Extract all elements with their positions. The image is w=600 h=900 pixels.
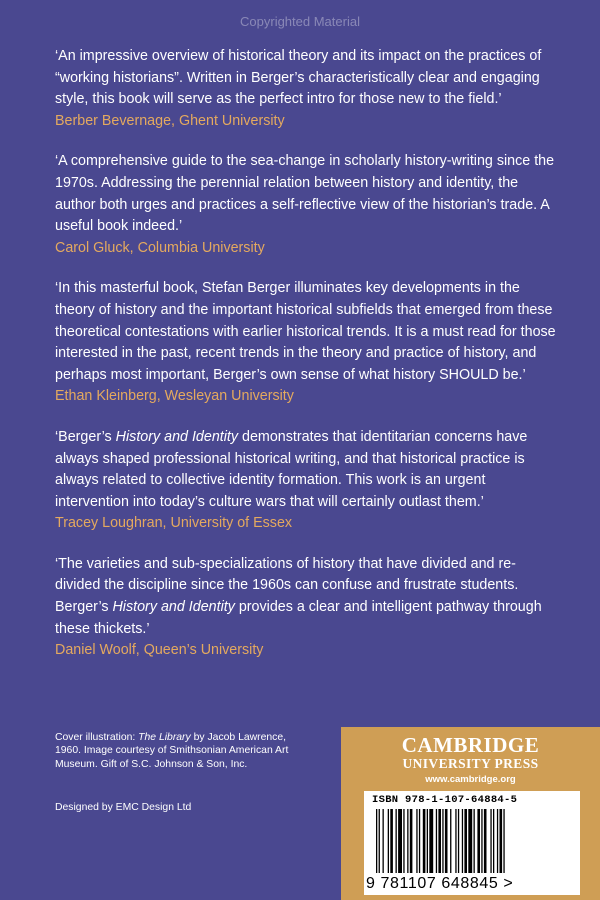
endorsement-4: [55, 427, 560, 535]
artwork-title: The Library: [138, 732, 191, 743]
endorsement-attribution: Daniel Woolf, Queen’s University: [55, 642, 264, 659]
endorsement-attribution: Berber Bevernage, Ghent University: [55, 112, 285, 129]
quote-text: ‘The varieties and sub-specializations of history that have divided and re-divided the discipline since the 1960s can confuse and frustrate students. Berger’s: [55, 555, 519, 616]
endorsement-2: [55, 151, 560, 259]
publisher-subtitle: UNIVERSITY PRESS: [402, 756, 539, 771]
quote-text: demonstrates that identitarian concerns have always shaped professional historical writing, and that historical practice is always related to collective identity formation. This work is an urgent intervention into today’s culture wars that will certainly outlast them.’: [55, 428, 528, 510]
endorsement-quote: ‘An impressive overview of historical theory and its impact on the practices of “working historians”. Written in Berger’s characteristically clear and engaging style, this book will serve as the perfect intro for those new to the field.’: [55, 48, 542, 108]
quote-text: provides a clear and intelligent pathway through these thickets.’: [55, 599, 542, 637]
endorsement-attribution: Ethan Kleinberg, Wesleyan University: [55, 388, 294, 405]
watermark: Copyrighted Material: [240, 14, 360, 29]
publisher-name: CAMBRIDGE: [401, 733, 540, 757]
endorsements: [55, 46, 560, 681]
endorsement-3: [55, 278, 560, 408]
cover-credits: [55, 731, 295, 771]
endorsement-attribution: Carol Gluck, Columbia University: [55, 239, 265, 256]
credits-text: by Jacob Lawrence, 1960. Image courtesy of Smithsonian American Art Museum. Gift of S.C. Johnson & Son, Inc.: [55, 732, 289, 770]
endorsement-quote: [55, 427, 560, 513]
barcode-digits: 9 781107 648845 >: [366, 875, 514, 892]
endorsement-quote: ‘A comprehensive guide to the sea-change in scholarly history-writing since the 1970s. Addressing the perennial relation between history and identity, the author both urges and practices a self-reflective view of the historian’s trade. A useful book indeed.’: [55, 153, 555, 235]
credits-text: Cover illustration:: [55, 732, 139, 743]
barcode-icon: [376, 809, 566, 873]
publisher-url: www.cambridge.org: [425, 774, 516, 785]
endorsement-attribution: Tracey Loughran, University of Essex: [55, 515, 293, 532]
barcode-label: [364, 791, 580, 895]
endorsement-quote: [55, 554, 560, 640]
endorsement-1: [55, 46, 560, 132]
designer-credit: Designed by EMC Design Ltd: [55, 802, 192, 813]
publisher-panel: [341, 727, 600, 900]
quote-text: ‘Berger’s: [55, 428, 116, 445]
isbn-number: ISBN 978-1-107-64884-5: [372, 794, 518, 806]
endorsement-quote: ‘In this masterful book, Stefan Berger illuminates key developments in the theory of history and the important historical subfields that emerged from these theoretical contestations with earlier historical trends. It is a must read for those interested in the past, recent trends in the theory and practice of history, and perhaps most important, Berger’s own sense of what history SHOULD be.’: [55, 280, 556, 383]
book-title: History and Identity: [112, 599, 235, 616]
book-title: History and Identity: [115, 428, 239, 445]
endorsement-5: [55, 554, 560, 662]
